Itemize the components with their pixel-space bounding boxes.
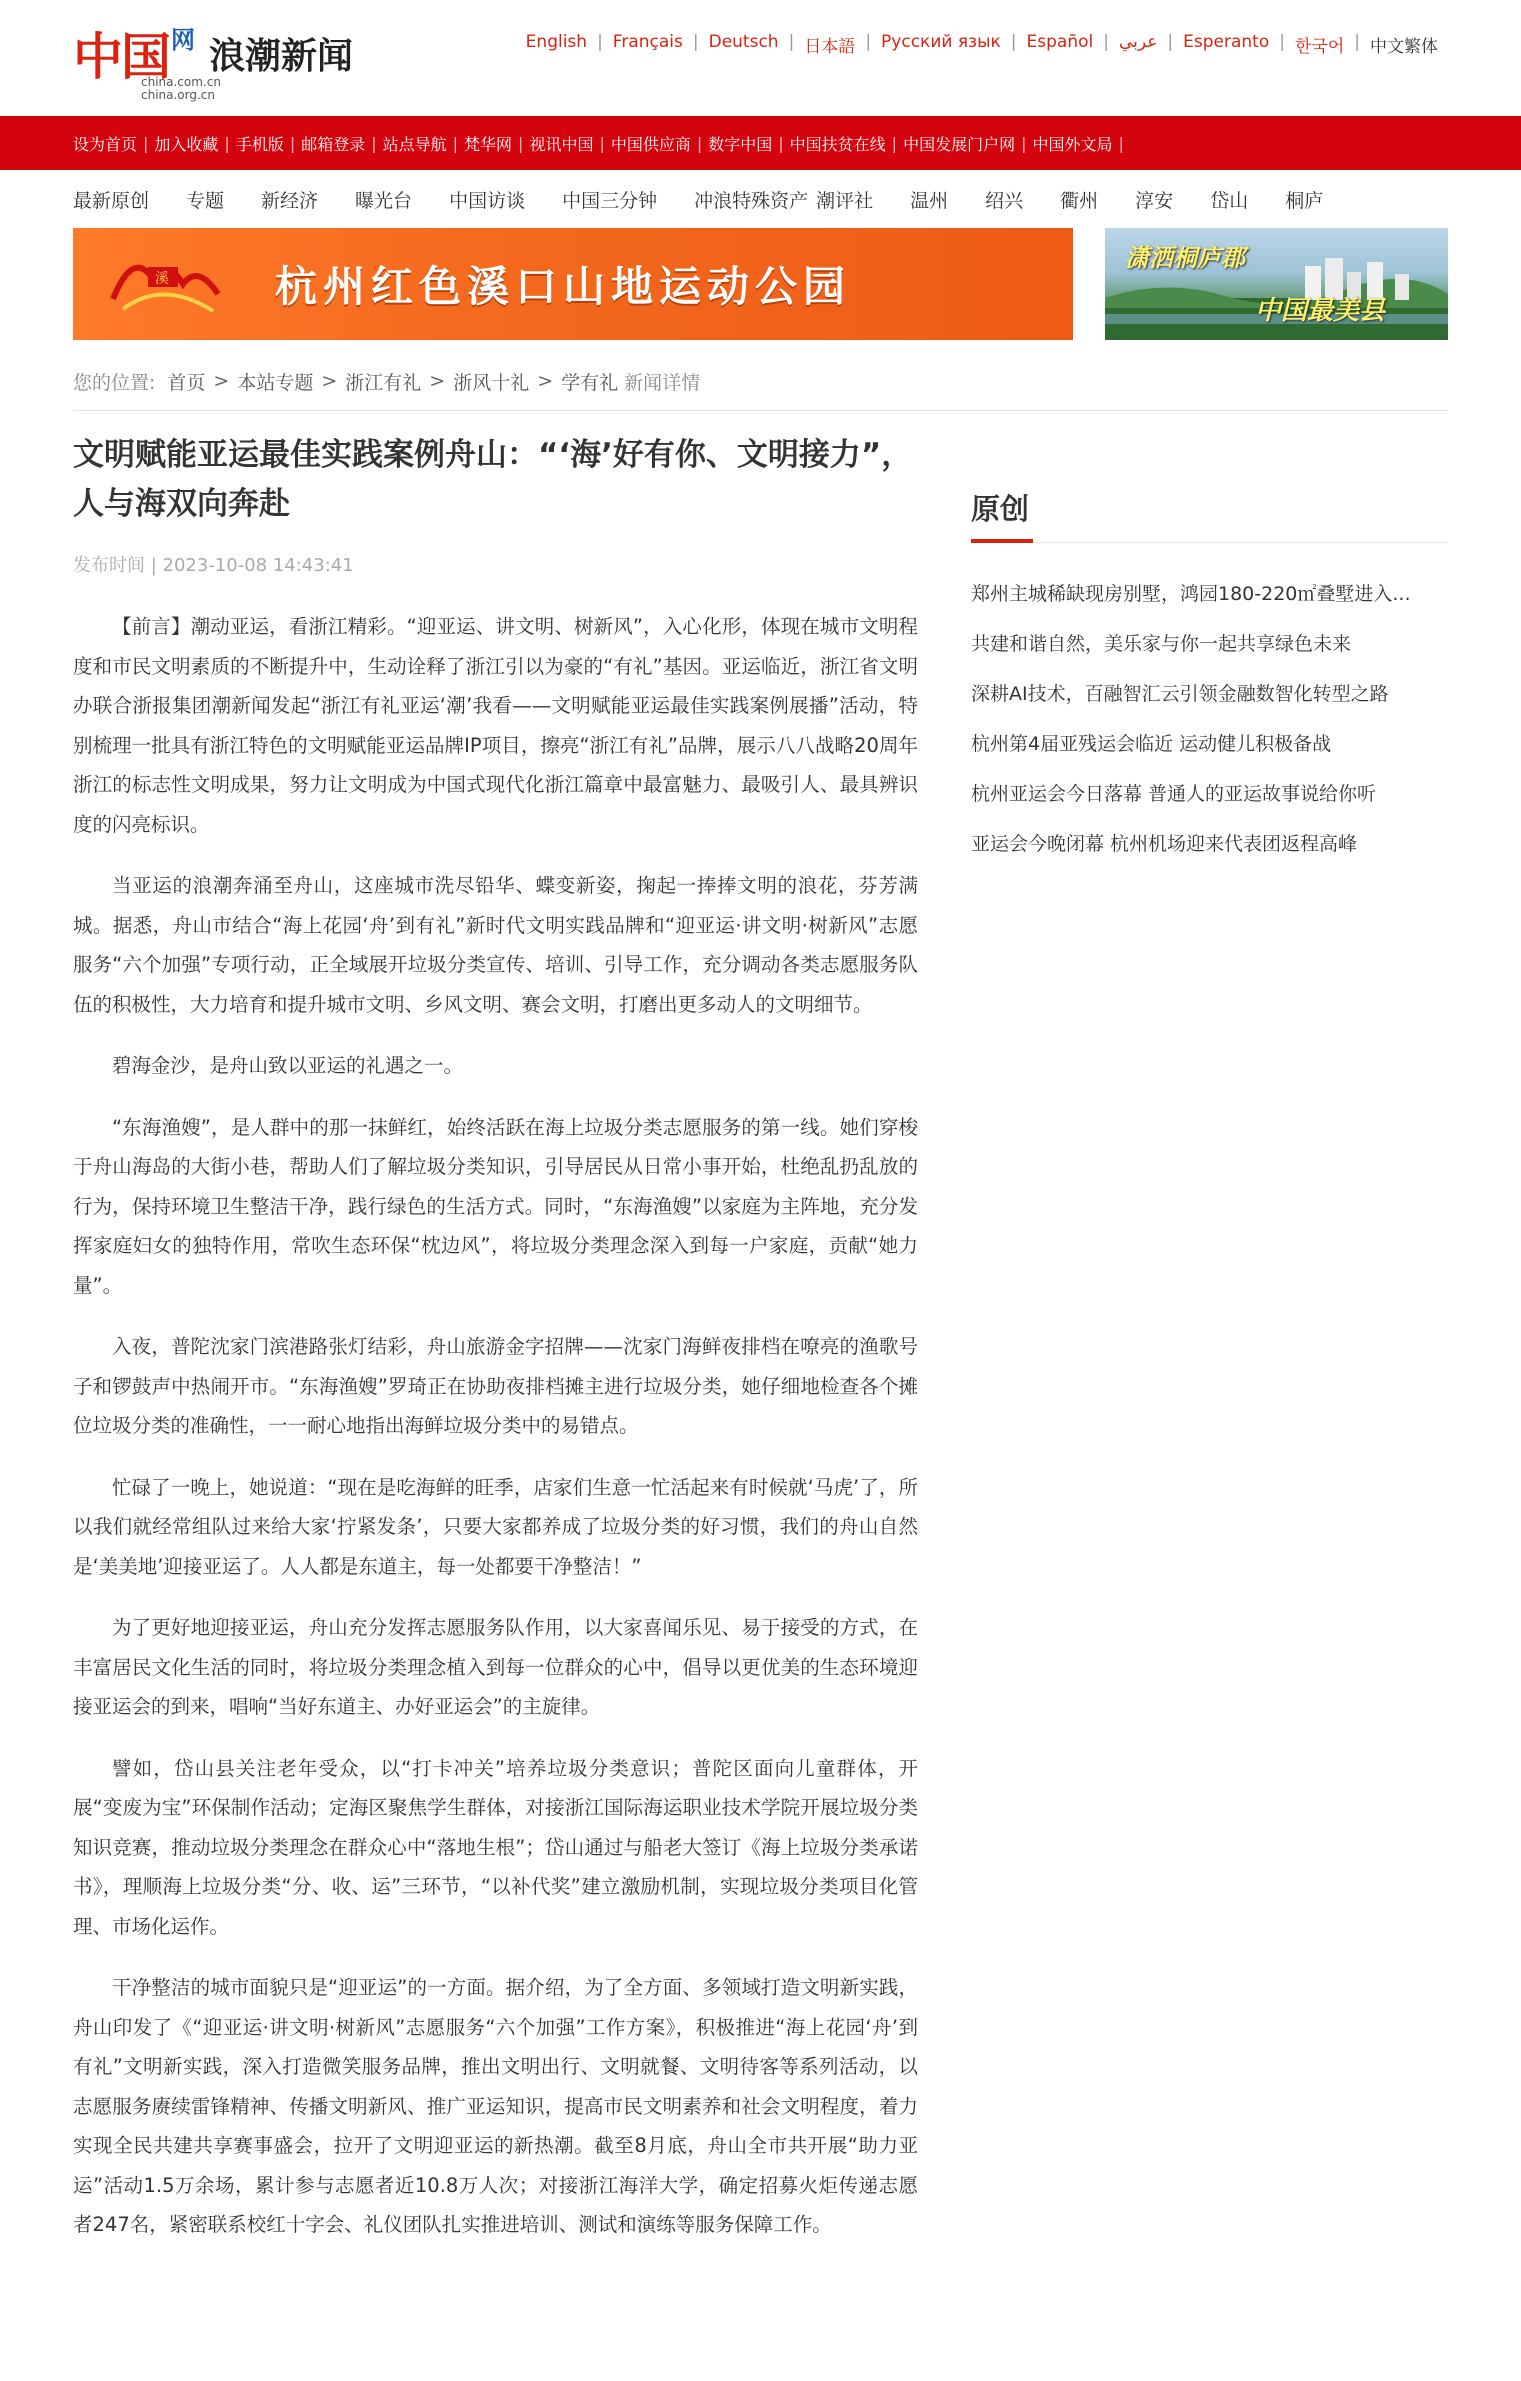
separator: | xyxy=(289,133,296,153)
language-link[interactable]: عربي xyxy=(1118,32,1158,52)
language-link[interactable]: 日本語 xyxy=(804,37,856,57)
separator: | xyxy=(696,133,703,153)
article-paragraph: 碧海金沙，是舟山致以亚运的礼遇之一。 xyxy=(112,1054,464,1077)
breadcrumb-separator: > xyxy=(429,370,446,392)
breadcrumb-link[interactable]: 首页 xyxy=(167,371,206,394)
ad-banner-xikou[interactable] xyxy=(73,228,1073,340)
separator: | xyxy=(597,32,603,52)
rednav-link[interactable]: 站点导航 xyxy=(382,134,447,154)
channel-link[interactable]: 中国三分钟 xyxy=(562,189,658,212)
language-link[interactable]: Русский язык xyxy=(881,32,1001,52)
separator: | xyxy=(1167,32,1174,52)
language-link[interactable]: Español xyxy=(1026,32,1094,52)
channel-link[interactable]: 淳安 xyxy=(1135,189,1174,212)
channel-link[interactable]: 最新原创 xyxy=(73,189,150,212)
language-links xyxy=(526,32,1438,57)
rednav-link[interactable]: 中国供应商 xyxy=(610,134,691,154)
logo-url: china.com.cn china.org.cn xyxy=(141,75,221,102)
sidebar-news-link[interactable]: 杭州亚运会今日落幕 普通人的亚运故事说给你听 xyxy=(971,783,1377,805)
breadcrumb-separator: > xyxy=(213,370,230,392)
sidebar-news-link[interactable]: 深耕AI技术，百融智汇云引领金融数智化转型之路 xyxy=(971,683,1389,705)
channel-link[interactable]: 岱山 xyxy=(1210,189,1249,212)
channel-link[interactable]: 冲浪特殊资产 xyxy=(694,189,809,212)
banner2-line1: 潇洒桐庐郡 xyxy=(1125,243,1245,272)
rednav-link[interactable]: 中国扶贫在线 xyxy=(789,134,886,154)
article-paragraph: 当亚运的浪潮奔涌至舟山，这座城市洗尽铅华、蝶变新姿，掬起一捧捧文明的浪花，芬芳满城。据悉，舟山市结合“海上花园‘舟’到有礼”新时代文明实践品牌和“迎亚运·讲文明·树新风”志愿服务“六个加强”专项行动，正全域展开垃圾分类宣传、培训、引导工作，充分调动各类志愿服务队伍的积极性，大力培育和提升城市文明、乡风文明、赛会文明，打磨出更多动人的文明细节。 xyxy=(73,874,918,1016)
channel-link[interactable]: 桐庐 xyxy=(1285,189,1324,212)
language-link[interactable]: Deutsch xyxy=(708,32,779,52)
rednav-link[interactable]: 数字中国 xyxy=(708,134,773,154)
separator: | xyxy=(1354,32,1360,52)
separator: | xyxy=(1118,133,1124,153)
emblem-icon xyxy=(93,239,233,329)
rednav-link[interactable]: 邮箱登录 xyxy=(301,134,366,154)
separator: | xyxy=(1021,133,1027,153)
language-link[interactable]: 한국어 xyxy=(1294,37,1345,57)
breadcrumb xyxy=(73,352,1448,411)
channel-link[interactable]: 专题 xyxy=(186,189,225,212)
banner2-line2: 中国最美县 xyxy=(1255,296,1386,326)
banner-title: 杭州红色溪口山地运动公园 xyxy=(275,262,852,311)
rednav-link[interactable]: 视讯中国 xyxy=(529,134,594,154)
breadcrumb-label: 您的位置: xyxy=(73,371,156,394)
language-link-traditional[interactable]: 中文繁体 xyxy=(1370,37,1438,57)
language-link[interactable]: Français xyxy=(612,32,683,52)
rednav-link[interactable]: 设为首页 xyxy=(73,134,138,154)
article-paragraph: “东海渔嫂”，是人群中的那一抹鲜红，始终活跃在海上垃圾分类志愿服务的第一线。她们穿梭于舟山海岛的大街小巷，帮助人们了解垃圾分类知识，引导居民从日常小事开始，杜绝乱扔乱放的行为，保持环境卫生整洁干净，践行绿色的生活方式。同时，“东海渔嫂”以家庭为主阵地，充分发挥家庭妇女的独特作用，常吹生态环保“枕边风”，将垃圾分类理念深入到每一户家庭，贡献“她力量”。 xyxy=(73,1115,918,1297)
site-header xyxy=(73,0,1448,116)
breadcrumb-separator: > xyxy=(537,370,554,392)
site-name: 浪潮新闻 xyxy=(209,35,354,77)
breadcrumb-link[interactable]: 学有礼 xyxy=(561,371,619,394)
article-meta: 发布时间 | 2023-10-08 14:43:41 xyxy=(73,555,354,576)
rednav-link[interactable]: 中国发展门户网 xyxy=(903,134,1016,154)
separator: | xyxy=(452,133,459,153)
logo-wang: 网 xyxy=(171,25,195,54)
article-body xyxy=(73,607,918,2245)
rednav-link[interactable]: 中国外文局 xyxy=(1032,134,1113,154)
site-logo[interactable] xyxy=(73,20,354,102)
sidebar-news-link[interactable]: 亚运会今晚闭幕 杭州机场迎来代表团返程高峰 xyxy=(971,833,1358,855)
article-paragraph: 入夜，普陀沈家门滨港路张灯结彩，舟山旅游金字招牌——沈家门海鲜夜排档在嘹亮的渔歌号子和锣鼓声中热闹开市。“东海渔嫂”罗琦正在协助夜排档摊主进行垃圾分类，她仔细地检查各个摊位垃圾分类的准确性，一一耐心地指出海鲜垃圾分类中的易错点。 xyxy=(73,1335,918,1437)
sidebar-heading: 原创 xyxy=(971,487,1448,543)
sidebar-news-link[interactable]: 郑州主城稀缺现房别墅，鸿园180-220㎡叠墅进入... xyxy=(971,583,1411,605)
rednav-link[interactable]: 梵华网 xyxy=(464,134,513,154)
article-paragraph: 为了更好地迎接亚运，舟山充分发挥志愿服务队作用，以大家喜闻乐见、易于接受的方式，在丰富居民文化生活的同时，将垃圾分类理念植入到每一位群众的心中，倡导以更优美的生态环境迎接亚运会的到来，唱响“当好东道主、办好亚运会”的主旋律。 xyxy=(73,1616,918,1718)
separator: | xyxy=(692,32,699,52)
article-paragraph: 【前言】潮动亚运，看浙江精彩。“迎亚运、讲文明、树新风”，入心化形，体现在城市文明程度和市民文明素质的不断提升中，生动诠释了浙江引以为豪的“有礼”基因。亚运临近，浙江省文明办联合浙报集团潮新闻发起“浙江有礼亚运‘潮’我看——文明赋能亚运最佳实践案例展播”活动，特别梳理一批具有浙江特色的文明赋能亚运品牌IP项目，擦亮“浙江有礼”品牌，展示八八战略20周年浙江的标志性文明成果，努力让文明成为中国式现代化浙江篇章中最富魅力、最吸引人、最具辨识度的闪亮标识。 xyxy=(73,615,918,836)
sidebar xyxy=(971,487,1448,2267)
rednav-link[interactable]: 加入收藏 xyxy=(154,134,219,154)
rednav-link[interactable]: 手机版 xyxy=(235,134,284,154)
separator: | xyxy=(1103,32,1109,52)
separator: | xyxy=(865,32,872,52)
separator: | xyxy=(143,133,149,153)
breadcrumb-separator: > xyxy=(321,370,338,392)
separator: | xyxy=(778,133,784,153)
breadcrumb-link[interactable]: 本站专题 xyxy=(237,371,314,394)
article-paragraph: 譬如，岱山县关注老年受众，以“打卡冲关”培养垃圾分类意识；普陀区面向儿童群体，开展“变废为宝”环保制作活动；定海区聚焦学生群体，对接浙江国际海运职业技术学院开展垃圾分类知识竞赛，推动垃圾分类理念在群众心中“落地生根”；岱山通过与船老大签订《海上垃圾分类承诺书》，理顺海上垃圾分类“分、收、运”三环节，“以补代奖”建立激励机制，实现垃圾分类项目化管理、市场化运作。 xyxy=(73,1756,918,1938)
channel-link[interactable]: 温州 xyxy=(910,189,949,212)
channel-link[interactable]: 绍兴 xyxy=(985,189,1024,212)
separator: | xyxy=(891,133,898,153)
banner-row xyxy=(73,228,1448,340)
article xyxy=(73,411,918,2267)
separator: | xyxy=(371,133,377,153)
breadcrumb-link[interactable]: 浙风十礼 xyxy=(453,371,530,394)
channel-link[interactable]: 中国访谈 xyxy=(449,189,526,212)
separator: | xyxy=(518,133,524,153)
article-paragraph: 干净整洁的城市面貌只是“迎亚运”的一方面。据介绍，为了全方面、多领域打造文明新实践，舟山印发了《“迎亚运·讲文明·树新风”志愿服务“六个加强”工作方案》，积极推进“海上花园‘舟’到有礼”文明新实践，深入打造微笑服务品牌，推出文明出行、文明就餐、文明待客等系列活动，以志愿服务赓续雷锋精神、传播文明新风、推广亚运知识，提高市民文明素养和社会文明程度，着力实现全民共建共享赛事盛会，拉开了文明迎亚运的新热潮。截至8月底，舟山全市共开展“助力亚运”活动1.5万余场，累计参与志愿者近10.8万人次；对接浙江海洋大学，确定招募火炬传递志愿者247名，紧密联系校红十字会、礼仪团队扎实推进培训、测试和演练等服务保障工作。 xyxy=(73,1976,918,2236)
sidebar-news-link[interactable]: 杭州第4届亚残运会临近 运动健儿积极备战 xyxy=(971,733,1332,755)
sidebar-news-link[interactable]: 共建和谐自然，美乐家与你一起共享绿色未来 xyxy=(971,633,1352,655)
separator: | xyxy=(224,133,230,153)
separator: | xyxy=(599,133,605,153)
language-link[interactable]: Esperanto xyxy=(1183,32,1270,52)
channel-link[interactable]: 衢州 xyxy=(1060,189,1099,212)
sidebar-list xyxy=(971,569,1448,869)
separator: | xyxy=(1010,32,1017,52)
article-title: 文明赋能亚运最佳实践案例舟山：“‘海’好有你、文明接力”，人与海双向奔赴 xyxy=(73,437,913,522)
channel-link[interactable]: 新经济 xyxy=(261,189,319,212)
language-link[interactable]: English xyxy=(525,32,588,52)
svg-text:溪: 溪 xyxy=(155,271,169,287)
channel-link[interactable]: 曝光台 xyxy=(355,189,413,212)
top-red-nav xyxy=(0,116,1521,170)
separator: | xyxy=(788,32,795,52)
logo-china: 中国 xyxy=(73,27,169,86)
ad-banner-tonglu[interactable] xyxy=(1105,228,1448,340)
breadcrumb-link[interactable]: 浙江有礼 xyxy=(345,371,422,394)
breadcrumb-current: 新闻详情 xyxy=(624,371,701,394)
channel-link[interactable]: 潮评社 xyxy=(816,189,874,212)
separator: | xyxy=(1279,32,1285,52)
article-paragraph: 忙碌了一晚上，她说道：“现在是吃海鲜的旺季，店家们生意一忙活起来有时候就‘马虎’了，所以我们就经常组队过来给大家‘拧紧发条’，只要大家都养成了垃圾分类的好习惯，我们的舟山自然是‘美美地’迎接亚运了。人人都是东道主，每一处都要干净整洁！” xyxy=(73,1475,918,1578)
channel-nav xyxy=(73,170,1448,228)
